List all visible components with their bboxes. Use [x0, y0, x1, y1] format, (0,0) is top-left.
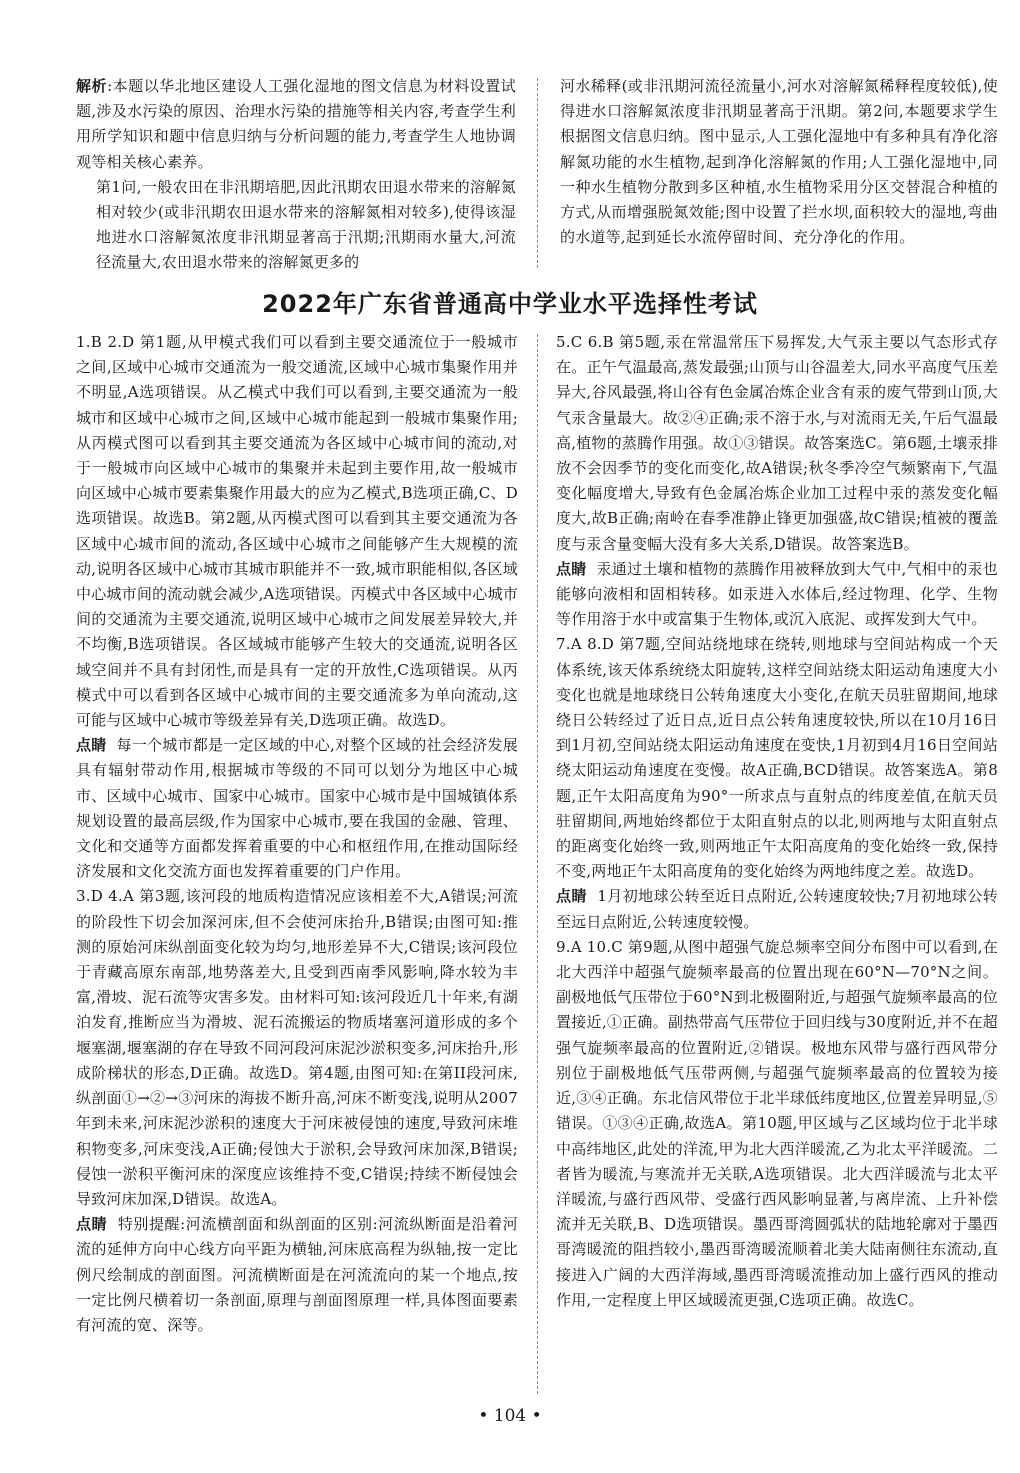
- paragraph-text: 第1问,一般农田在非汛期培肥,因此汛期农田退水带来的溶解氮相对较少(或非汛期农田退水带来的溶解氮相对较多),使得该湿地进水口溶解氮浓度非汛期显著高于汛期;汛期雨水量大,河流径流量大,农田退水带来的溶解氮更多的: [96, 177, 516, 272]
- tip-label: 点睛: [556, 887, 587, 906]
- paragraph-label: 解析: [76, 77, 108, 95]
- tip-label: 点睛: [556, 559, 587, 578]
- tip-paragraph: [556, 557, 998, 633]
- tip-paragraph: [76, 733, 518, 884]
- answer-paragraph: [556, 935, 998, 1313]
- paragraph-text: 河水稀释(或非汛期河流径流量小,河水对溶解氮稀释程度较低),使得进水口溶解氮浓度非汛期显著高于汛期。第2问,本题要求学生根据图文信息归纳。图中显示,人工强化湿地中有多种具有净化溶解氮功能的水生植物,起到净化溶解氮的作用;人工强化湿地中,同一种水生植物分散到多区种植,水生植物采用分区交替混合种植的方式,从而增强脱氮效能;图中设置了拦水坝,面积较大的湿地,弯曲的水道等,起到延长水流停留时间、充分净化的作用。: [560, 77, 998, 247]
- tip-paragraph: [76, 1212, 518, 1338]
- column-divider: [537, 334, 538, 1394]
- paragraph-text: 1月初地球公转至近日点附近,公转速度较快;7月初地球公转至远日点附近,公转速度较慢。: [556, 887, 999, 931]
- answer-paragraph: [76, 330, 518, 733]
- tip-label: 点睛: [76, 736, 107, 755]
- tip-label: 点睛: [76, 1215, 108, 1234]
- answer-paragraph: [76, 884, 518, 1212]
- analysis-paragraph: [76, 175, 516, 276]
- exam-title: 2022年广东省普通高中学业水平选择性考试: [262, 290, 758, 318]
- answer-paragraph: [556, 632, 998, 884]
- paragraph-text: 3.D 4.A 第3题,该河段的地质构造情况应该相差不大,A错误;河流的阶段性下切会加深河床,但不会使河床抬升,B错误;由图可知:推测的原始河床纵剖面变化较为均匀,地形差异不大,C错误;该河段位于青藏高原东南部,地势落差大,且受到西南季风影响,降水较为丰富,滑坡、泥石流等灾害多发。由材料可知:该河段近几十年来,有湖泊发育,推断应当为滑坡、泥石流搬运的物质堵塞河道形成的多个堰塞湖,堰塞湖的存在导致不同河段河床泥沙淤积变多,河床抬升,形成阶梯状的形态,D正确。故选D。第4题,由图可知:在第II段河床,纵剖面①→②→③河床的海拔不断升高,河床不断变浅,说明从2007年到未来,河床泥沙淤积的速度大于河床被侵蚀的速度,导致河床堆积物变多,河床变浅,A正确;侵蚀大于淤积,会导致河床加深,B错误;侵蚀一淤积平衡河床的深度应该维持不变,C错误;持续不断侵蚀会导致河床加深,D错误。故选A。: [76, 887, 518, 1208]
- paragraph-text: 特别提醒:河流横剖面和纵剖面的区别:河流纵断面是沿着河流的延伸方向中心线方向平距为横轴,河床底高程为纵轴,按一定比例尺绘制成的剖面图。河流横断面是在河流流向的某一个地点,按一定比例尺横着切一条剖面,原理与剖面图原理一样,具体图面要素有河流的宽、深等。: [76, 1215, 519, 1334]
- top-right-column: [560, 74, 998, 250]
- tip-paragraph: [556, 884, 998, 934]
- top-left-column: [76, 74, 516, 276]
- column-divider: [537, 78, 538, 268]
- analysis-paragraph: [76, 74, 516, 175]
- paragraph-text: 7.A 8.D 第7题,空间站绕地球在绕转,则地球与空间站构成一个天体系统,该天体系统绕太阳旋转,这样空间站绕太阳运动角速度大小变化也就是地球绕日公转角速度大小变化,在航天员驻留期间,地球绕日公转经过了近日点,近日点公转角速度较快,所以在10月16日到1月初,空间站绕太阳运动角速度在变快,1月初到4月16日空间站绕太阳运动角速度在变慢。故A正确,BCD错误。故答案选A。第8题,正午太阳高度角为90°一所求点与直射点的纬度差值,在航天员驻留期间,两地始终都位于太阳直射点的以北,则两地与太阳直射点的距离变化始终一致,则两地正午太阳高度角的变化始终一致,保持不变,两地正午太阳高度角的变化始终为两地纬度之差。故选D。: [556, 635, 998, 881]
- paragraph-text: :本题以华北地区建设人工强化湿地的图文信息为材料设置试题,涉及水污染的原因、治理水污染的措施等相关内容,考查学生利用所学知识和题中信息归纳与分析问题的能力,考查学生人地协调观等相关核心素养。: [76, 77, 516, 171]
- analysis-paragraph: [560, 74, 998, 250]
- page-number: • 104 •: [478, 1406, 542, 1426]
- paragraph-text: 每一个城市都是一定区域的中心,对整个区域的社会经济发展具有辐射带动作用,根据城市等级的不同可以划分为地区中心城市、区域中心城市、国家中心城市。国家中心城市是中国城镇体系规划设置的最高层级,作为国家中心城市,要在我国的金融、管理、文化和交通等方面都发挥着重要的中心和枢纽作用,在推动国际经济发展和文化交流方面也发挥着重要的门户作用。: [76, 736, 519, 881]
- answer-paragraph: [556, 330, 998, 557]
- paragraph-text: 1.B 2.D 第1题,从甲模式我们可以看到主要交通流位于一般城市之间,区域中心城市交通流为一般交通流,区域中心城市集聚作用并不明显,A选项错误。从乙模式中我们可以看到,主要交通流为一般城市和区域中心城市之间,区域中心城市能起到一般城市集聚作用;从丙模式图可以看到其主要交通流为各区域中心城市间的流动,对于一般城市向区域中心城市的集聚并未起到主要作用,故一般城市向区域中心城市要素集聚作用最大的应为乙模式,B选项正确,C、D选项错误。故选B。第2题,从丙模式图可以看到其主要交通流为各区域中心城市间的流动,各区域中心城市之间能够产生大规模的流动,说明各区域中心城市其城市职能并不一致,城市职能相似,各区域中心城市间的流动就会减少,A选项错误。丙模式中各区域中心城市间的交通流为主要交通流,说明区域中心城市之间发展差异较大,并不均衡,B选项错误。各区域城市能够产生较大的交通流,说明各区域空间并不具有封闭性,而是具有一定的开放性,C选项错误。从丙模式中可以看到各区域中心城市间的主要交通流多为单向流动,这可能与区域中心城市等级差异有关,D选项正确。故选D。: [76, 333, 518, 730]
- right-column: [556, 330, 998, 1313]
- paragraph-text: 汞通过土壤和植物的蒸腾作用被释放到大气中,气相中的汞也能够向液相和固相转移。如汞进入水体后,经过物理、化学、生物等作用溶于水中或富集于生物体,或沉入底泥、或挥发到大气中。: [556, 559, 999, 629]
- left-column: [76, 330, 518, 1338]
- paragraph-text: 5.C 6.B 第5题,汞在常温常压下易挥发,大气汞主要以气态形式存在。正午气温最高,蒸发最强;山顶与山谷温差大,同水平高度气压差异大,谷风最强,将山谷有色金属冶炼企业含有汞的废气带到山顶,大气汞含量最大。故②④正确;汞不溶于水,与对流雨无关,午后气温最高,植物的蒸腾作用强。故①③错误。故答案选C。第6题,土壤汞排放不会因季节的变化而变化,故A错误;秋冬季冷空气频繁南下,气温变化幅度增大,导致有色金属冶炼企业加工过程中汞的蒸发变化幅度大,故B正确;南岭在春季准静止锋更加强盛,故C错误;植被的覆盖度与汞含量变幅大没有多大关系,D错误。故答案选B。: [556, 333, 998, 553]
- paragraph-text: 9.A 10.C 第9题,从图中超强气旋总频率空间分布图中可以看到,在北大西洋中超强气旋频率最高的位置出现在60°N—70°N之间。副极地低气压带位于60°N到北极圈附近,与超强气旋频率最高的位置接近,①正确。副热带高气压带位于回归线与30度附近,并不在超强气旋频率最高的位置附近,②错误。极地东风带与盛行西风带分别位于副极地低气压带两侧,与超强气旋频率最高的位置较为接近,③④正确。东北信风带位于北半球低纬度地区,位置差异明显,⑤错误。①③④正确,故选A。第10题,甲区域与乙区域均位于北半球中高纬地区,此处的洋流,甲为北大西洋暖流,乙为北太平洋暖流。二者皆为暖流,与寒流并无关联,A选项错误。北大西洋暖流与北太平洋暖流,与盛行西风带、受盛行西风影响显著,与离岸流、上升补偿流并无关联,B、D选项错误。墨西哥湾圆弧状的陆地轮廓对于墨西哥湾暖流的阻挡较小,墨西哥湾暖流顺着北美大陆南侧往东流动,直接进入广阔的大西洋海域,墨西哥湾暖流推动加上盛行西风的推动作用,一定程度上甲区域暖流更强,C选项正确。故选C。: [556, 937, 998, 1309]
